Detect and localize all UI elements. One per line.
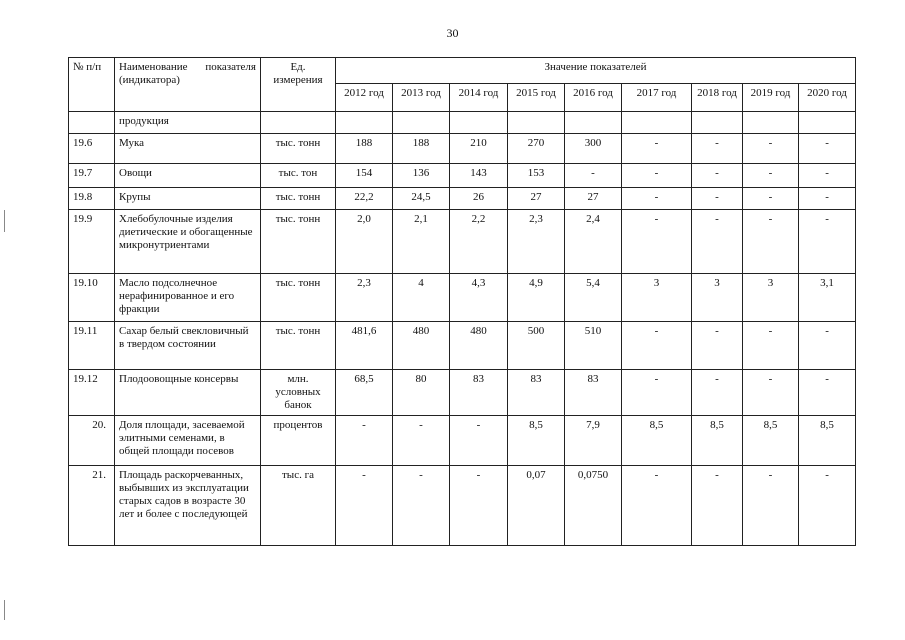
indicator-value: 83 — [508, 370, 565, 416]
indicator-value — [565, 112, 622, 134]
indicator-value — [799, 112, 856, 134]
indicator-unit: тыс. тонн — [261, 274, 336, 322]
indicator-value: 2,3 — [508, 210, 565, 274]
indicator-value: - — [799, 164, 856, 188]
table-row — [69, 322, 856, 370]
indicator-value: - — [799, 466, 856, 546]
indicator-value: - — [450, 466, 508, 546]
indicator-value: - — [622, 466, 692, 546]
indicator-unit: тыс. га — [261, 466, 336, 546]
header-values-group: Значение показателей — [336, 58, 856, 84]
indicator-value: - — [743, 164, 799, 188]
header-year: 2019 год — [743, 84, 799, 112]
indicator-value — [393, 112, 450, 134]
indicator-value — [508, 112, 565, 134]
indicator-value: - — [743, 188, 799, 210]
indicator-value: - — [622, 370, 692, 416]
indicator-value: 5,4 — [565, 274, 622, 322]
indicator-value: 68,5 — [336, 370, 393, 416]
indicator-value: - — [799, 210, 856, 274]
indicator-value: 26 — [450, 188, 508, 210]
indicator-value: 8,5 — [799, 416, 856, 466]
indicator-value: - — [692, 188, 743, 210]
header-year: 2012 год — [336, 84, 393, 112]
table-row — [69, 188, 856, 210]
indicator-value: 2,2 — [450, 210, 508, 274]
indicator-value: - — [743, 210, 799, 274]
indicator-value: 22,2 — [336, 188, 393, 210]
indicator-value: - — [799, 322, 856, 370]
table-row — [69, 466, 856, 546]
indicator-name: Мука — [115, 134, 261, 164]
table-row — [69, 370, 856, 416]
header-year: 2016 год — [565, 84, 622, 112]
indicator-value: 27 — [565, 188, 622, 210]
indicator-value — [692, 112, 743, 134]
indicator-value: - — [622, 134, 692, 164]
indicator-value: 2,3 — [336, 274, 393, 322]
indicator-value: 188 — [393, 134, 450, 164]
indicator-value: 4,9 — [508, 274, 565, 322]
indicator-value: - — [799, 188, 856, 210]
indicator-name: Хлебобулочные изделия диетические и обогащенные микронутриентами — [115, 210, 261, 274]
indicator-value — [622, 112, 692, 134]
indicator-value: 270 — [508, 134, 565, 164]
indicator-value: 8,5 — [692, 416, 743, 466]
indicator-value: 8,5 — [743, 416, 799, 466]
indicator-value: - — [692, 164, 743, 188]
indicator-name: продукция — [115, 112, 261, 134]
indicator-value — [743, 112, 799, 134]
indicator-value: 510 — [565, 322, 622, 370]
table-row — [69, 274, 856, 322]
table-row — [69, 112, 856, 134]
indicator-name: Масло подсолнечное нерафинированное и его фракции — [115, 274, 261, 322]
indicators-table — [68, 57, 856, 546]
indicator-value: - — [622, 188, 692, 210]
table-row — [69, 134, 856, 164]
indicator-name: Крупы — [115, 188, 261, 210]
indicator-value: - — [692, 210, 743, 274]
row-number: 19.9 — [69, 210, 115, 274]
header-year: 2013 год — [393, 84, 450, 112]
row-number: 19.10 — [69, 274, 115, 322]
indicator-value: 2,0 — [336, 210, 393, 274]
indicator-unit: процентов — [261, 416, 336, 466]
indicator-value: - — [393, 416, 450, 466]
header-year: 2015 год — [508, 84, 565, 112]
indicator-value: 3 — [622, 274, 692, 322]
indicator-value: 3 — [692, 274, 743, 322]
indicator-value: - — [743, 466, 799, 546]
indicator-value: 136 — [393, 164, 450, 188]
row-number: 21. — [69, 466, 115, 546]
indicator-unit: тыс. тон — [261, 164, 336, 188]
indicator-value: 480 — [393, 322, 450, 370]
page-number: 30 — [446, 26, 459, 40]
header-year: 2020 год — [799, 84, 856, 112]
indicator-value: - — [622, 164, 692, 188]
indicator-name: Овощи — [115, 164, 261, 188]
indicator-value: 3 — [743, 274, 799, 322]
row-number: 19.11 — [69, 322, 115, 370]
indicator-value: - — [393, 466, 450, 546]
indicator-value: - — [336, 416, 393, 466]
row-number: 20. — [69, 416, 115, 466]
indicator-value: - — [799, 134, 856, 164]
header-unit: Ед. измерения — [261, 58, 336, 112]
indicator-value: 480 — [450, 322, 508, 370]
table-row — [69, 164, 856, 188]
indicator-name: Сахар белый свекловичный в твердом состоянии — [115, 322, 261, 370]
indicator-value: - — [743, 322, 799, 370]
indicator-value: 8,5 — [622, 416, 692, 466]
indicator-unit: тыс. тонн — [261, 322, 336, 370]
scan-margin-mark — [4, 600, 5, 620]
header-year: 2017 год — [622, 84, 692, 112]
indicator-value: - — [692, 134, 743, 164]
indicator-name: Доля площади, засеваемой элитными семенами, в общей площади посевов — [115, 416, 261, 466]
indicator-value: - — [622, 210, 692, 274]
indicator-value: 300 — [565, 134, 622, 164]
indicator-value: 8,5 — [508, 416, 565, 466]
indicator-value: 0,0750 — [565, 466, 622, 546]
row-number: 19.6 — [69, 134, 115, 164]
header-indicator-name: Наименование показателя (индикатора) — [115, 58, 261, 112]
table-row — [69, 210, 856, 274]
indicator-value: - — [743, 134, 799, 164]
indicator-value: 153 — [508, 164, 565, 188]
indicator-value: 83 — [565, 370, 622, 416]
indicator-value: - — [799, 370, 856, 416]
scan-margin-mark — [4, 210, 5, 232]
indicator-value — [336, 112, 393, 134]
indicator-value: 80 — [393, 370, 450, 416]
indicator-value: 500 — [508, 322, 565, 370]
indicator-value: 83 — [450, 370, 508, 416]
indicator-unit: тыс. тонн — [261, 210, 336, 274]
indicator-value: - — [622, 322, 692, 370]
indicator-value: 481,6 — [336, 322, 393, 370]
indicator-value: - — [692, 370, 743, 416]
header-year: 2014 год — [450, 84, 508, 112]
indicator-value: 0,07 — [508, 466, 565, 546]
indicator-value: 154 — [336, 164, 393, 188]
indicator-value: 27 — [508, 188, 565, 210]
indicator-unit: тыс. тонн — [261, 188, 336, 210]
indicator-value: 7,9 — [565, 416, 622, 466]
row-number: 19.12 — [69, 370, 115, 416]
header-year: 2018 год — [692, 84, 743, 112]
indicator-value: - — [450, 416, 508, 466]
indicator-unit: тыс. тонн — [261, 134, 336, 164]
indicator-value: 4 — [393, 274, 450, 322]
row-number: 19.7 — [69, 164, 115, 188]
row-number: 19.8 — [69, 188, 115, 210]
indicator-value: 4,3 — [450, 274, 508, 322]
indicator-value: 2,4 — [565, 210, 622, 274]
indicator-value: 3,1 — [799, 274, 856, 322]
indicator-value: 24,5 — [393, 188, 450, 210]
indicator-unit — [261, 112, 336, 134]
row-number — [69, 112, 115, 134]
indicator-value: 143 — [450, 164, 508, 188]
indicator-value: - — [692, 322, 743, 370]
indicator-name: Плодоовощные консервы — [115, 370, 261, 416]
indicator-name: Площадь раскорчеванных, выбывших из эксплуатации старых садов в возрасте 30 лет и более с последующей — [115, 466, 261, 546]
indicator-value: - — [692, 466, 743, 546]
indicator-value: 188 — [336, 134, 393, 164]
header-num: № п/п — [69, 58, 115, 112]
indicator-value: 2,1 — [393, 210, 450, 274]
indicator-value: - — [565, 164, 622, 188]
indicator-value: - — [743, 370, 799, 416]
indicator-unit: млн. условных банок — [261, 370, 336, 416]
indicator-value: 210 — [450, 134, 508, 164]
indicator-value: - — [336, 466, 393, 546]
header-row — [69, 58, 856, 84]
table-row — [69, 416, 856, 466]
indicator-value — [450, 112, 508, 134]
